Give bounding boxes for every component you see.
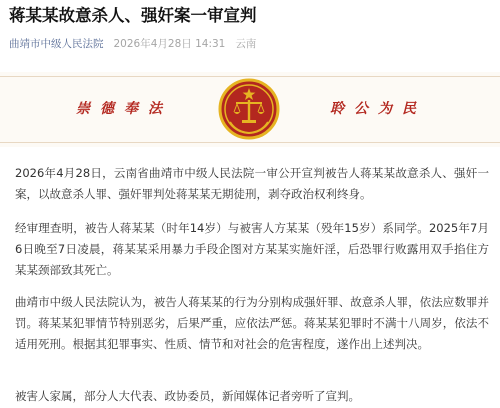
banner-bottom-line [0, 142, 500, 143]
body-paragraph-2: 经审理查明，被告人蒋某某（时年14岁）与被害人方某某（殁年15岁）系同学。2025年7月6日晚至7日凌晨，蒋某某采用暴力手段企图对方某某实施奸淫，后恐罪行败露用双手掐住方某某颈部致其死亡。 [15, 221, 489, 277]
slogan-left: 崇德奉法 [76, 101, 172, 117]
account-name-link[interactable]: 曲靖市中级人民法院 [9, 38, 104, 50]
article-title: 蒋某某故意杀人、强奸案一审宣判 [9, 6, 257, 25]
body-paragraph-4: 被害人家属，部分人大代表、政协委员，新闻媒体记者旁听了宣判。 [15, 389, 360, 403]
publish-date: 2026年4月28日 14:31 [113, 38, 226, 50]
body-paragraph-3: 曲靖市中级人民法院认为，被告人蒋某某的行为分别构成强奸罪、故意杀人罪，依法应数罪并罚。蒋某某犯罪情节特别恶劣，后果严重，应依法严惩。蒋某某犯罪时不满十八周岁，依法不适用死刑。根据其犯罪事实、性质、情节和对社会的危害程度，遂作出上述判决。 [15, 295, 489, 351]
court-emblem-icon [218, 78, 280, 140]
banner-top-line [0, 76, 500, 77]
article-meta [9, 37, 256, 51]
publish-location: 云南 [235, 38, 257, 50]
slogan-right: 聆公为民 [330, 101, 426, 117]
court-banner [0, 72, 500, 147]
body-paragraph-1: 2026年4月28日，云南省曲靖市中级人民法院一审公开宣判被告人蒋某某故意杀人、强奸一案，以故意杀人罪、强奸罪判处蒋某某无期徒刑，剥夺政治权利终身。 [15, 166, 489, 201]
